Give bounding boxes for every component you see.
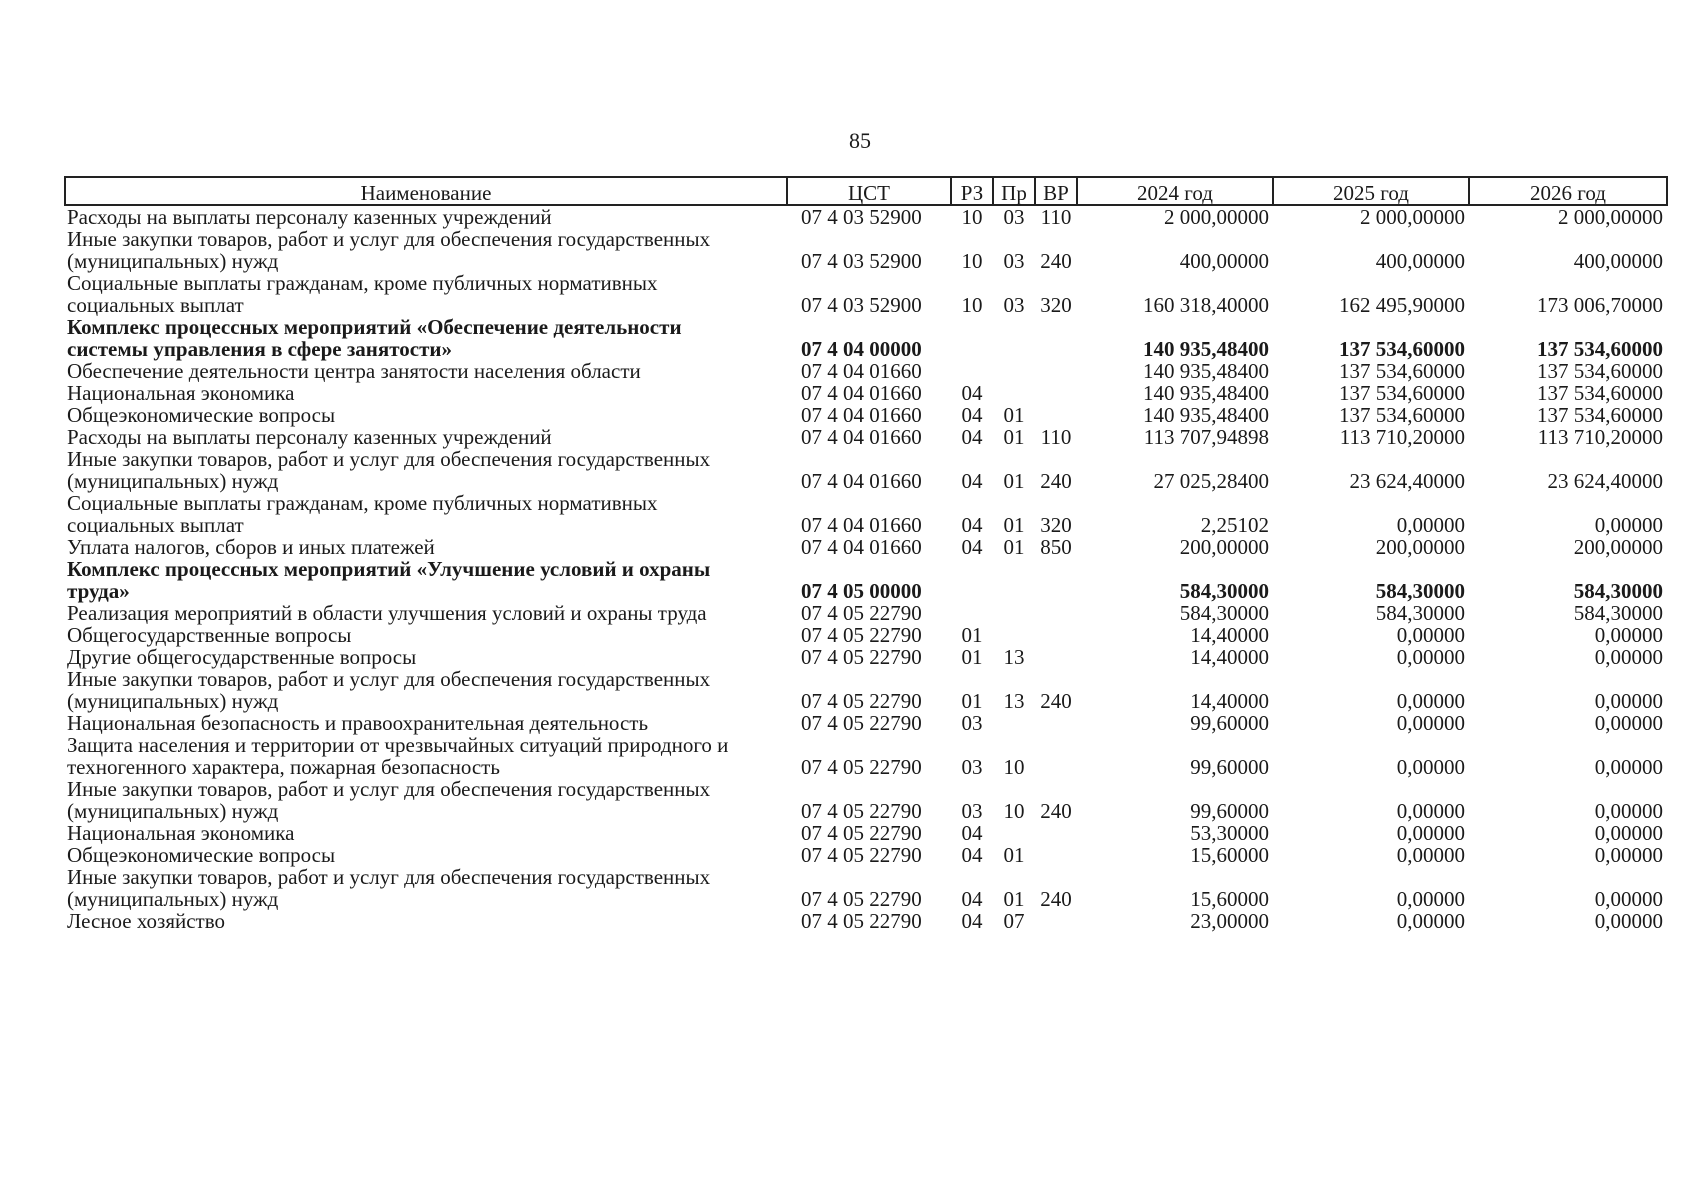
table-row bbox=[65, 448, 1667, 492]
row-name: Комплекс процессных мероприятий «Улучшение условий и охраны труда» bbox=[67, 557, 711, 603]
table-row bbox=[65, 382, 1667, 404]
row-name: Иные закупки товаров, работ и услуг для обеспечения государственных (муниципальных) нужд bbox=[67, 227, 711, 273]
row-rz: 10 bbox=[961, 205, 983, 229]
table-row bbox=[65, 360, 1667, 382]
row-value-2026: 173 006,70000 bbox=[1537, 293, 1663, 317]
row-value-2025: 0,00000 bbox=[1396, 711, 1465, 735]
row-cst: 07 4 05 22790 bbox=[801, 711, 922, 735]
row-pr: 01 bbox=[1003, 887, 1025, 911]
row-name: Национальная экономика bbox=[67, 821, 295, 845]
row-rz bbox=[951, 360, 993, 382]
row-pr: 03 bbox=[1003, 293, 1025, 317]
row-rz: 03 bbox=[961, 711, 983, 735]
table-row bbox=[65, 316, 1667, 360]
row-cst: 07 4 05 22790 bbox=[801, 843, 922, 867]
row-pr: 10 bbox=[1003, 799, 1025, 823]
row-value-2025: 0,00000 bbox=[1396, 799, 1465, 823]
row-value-2025: 0,00000 bbox=[1396, 689, 1465, 713]
row-name: Общеэкономические вопросы bbox=[67, 403, 336, 427]
row-name: Социальные выплаты гражданам, кроме публичных нормативных социальных выплат bbox=[67, 271, 658, 317]
row-value-2026: 584,30000 bbox=[1573, 601, 1663, 625]
row-rz: 04 bbox=[961, 535, 983, 559]
row-value-2025: 23 624,40000 bbox=[1349, 469, 1465, 493]
row-cst: 07 4 04 01660 bbox=[801, 425, 922, 449]
row-pr: 03 bbox=[1003, 205, 1025, 229]
row-pr: 01 bbox=[1003, 513, 1025, 537]
row-pr bbox=[993, 316, 1035, 360]
row-name: Комплекс процессных мероприятий «Обеспечение деятельности системы управления в сфере занятости» bbox=[67, 315, 682, 361]
row-value-2026: 200,00000 bbox=[1573, 535, 1663, 559]
row-value-2024: 14,40000 bbox=[1190, 645, 1269, 669]
row-rz: 04 bbox=[961, 843, 983, 867]
row-cst: 07 4 04 01660 bbox=[801, 513, 922, 537]
row-pr: 01 bbox=[1003, 469, 1025, 493]
row-pr bbox=[993, 712, 1035, 734]
row-vr: 110 bbox=[1040, 205, 1072, 229]
row-vr bbox=[1035, 602, 1077, 624]
row-value-2024: 99,60000 bbox=[1190, 711, 1269, 735]
row-cst: 07 4 05 22790 bbox=[801, 689, 922, 713]
row-rz: 04 bbox=[961, 469, 983, 493]
row-pr bbox=[993, 822, 1035, 844]
row-value-2026: 584,30000 bbox=[1573, 579, 1663, 603]
row-cst: 07 4 05 22790 bbox=[801, 909, 922, 933]
row-value-2026: 23 624,40000 bbox=[1547, 469, 1663, 493]
row-value-2026: 0,00000 bbox=[1594, 711, 1663, 735]
row-pr: 01 bbox=[1003, 535, 1025, 559]
row-value-2026: 0,00000 bbox=[1594, 645, 1663, 669]
row-value-2025: 0,00000 bbox=[1396, 623, 1465, 647]
row-rz: 04 bbox=[961, 887, 983, 911]
table-row bbox=[65, 205, 1667, 228]
row-value-2025: 0,00000 bbox=[1396, 755, 1465, 779]
row-name: Уплата налогов, сборов и иных платежей bbox=[67, 535, 435, 559]
row-vr bbox=[1035, 360, 1077, 382]
row-vr: 320 bbox=[1040, 293, 1072, 317]
row-vr: 110 bbox=[1040, 425, 1072, 449]
row-cst: 07 4 05 22790 bbox=[801, 799, 922, 823]
row-value-2026: 0,00000 bbox=[1594, 887, 1663, 911]
row-vr bbox=[1035, 382, 1077, 404]
row-value-2025: 137 534,60000 bbox=[1339, 381, 1465, 405]
row-vr bbox=[1035, 844, 1077, 866]
row-vr bbox=[1035, 712, 1077, 734]
row-value-2026: 137 534,60000 bbox=[1537, 381, 1663, 405]
row-pr: 13 bbox=[1003, 645, 1025, 669]
table-row bbox=[65, 602, 1667, 624]
row-name: Лесное хозяйство bbox=[67, 909, 225, 933]
row-vr: 240 bbox=[1040, 249, 1072, 273]
row-value-2026: 0,00000 bbox=[1594, 755, 1663, 779]
row-value-2024: 2 000,00000 bbox=[1164, 205, 1269, 229]
row-value-2024: 400,00000 bbox=[1179, 249, 1269, 273]
row-value-2024: 14,40000 bbox=[1190, 623, 1269, 647]
row-pr bbox=[993, 382, 1035, 404]
col-header-2026: 2026 год bbox=[1469, 177, 1667, 205]
row-value-2025: 137 534,60000 bbox=[1339, 337, 1465, 361]
table-header-row bbox=[65, 177, 1667, 205]
row-rz: 01 bbox=[961, 689, 983, 713]
table-row bbox=[65, 668, 1667, 712]
row-cst: 07 4 04 00000 bbox=[801, 337, 922, 361]
row-rz: 04 bbox=[961, 403, 983, 427]
row-vr bbox=[1035, 910, 1077, 932]
table-row bbox=[65, 712, 1667, 734]
row-name: Иные закупки товаров, работ и услуг для обеспечения государственных (муниципальных) нужд bbox=[67, 865, 711, 911]
row-rz: 04 bbox=[961, 381, 983, 405]
row-value-2024: 15,60000 bbox=[1190, 843, 1269, 867]
row-value-2026: 400,00000 bbox=[1573, 249, 1663, 273]
row-value-2024: 140 935,48400 bbox=[1143, 337, 1269, 361]
row-value-2024: 99,60000 bbox=[1190, 799, 1269, 823]
row-rz: 03 bbox=[961, 755, 983, 779]
row-value-2024: 23,00000 bbox=[1190, 909, 1269, 933]
row-vr: 240 bbox=[1040, 689, 1072, 713]
row-value-2025: 2 000,00000 bbox=[1360, 205, 1465, 229]
row-name: Общегосударственные вопросы bbox=[67, 623, 352, 647]
col-header-rz: РЗ bbox=[951, 177, 993, 205]
row-cst: 07 4 05 22790 bbox=[801, 755, 922, 779]
row-pr bbox=[993, 602, 1035, 624]
row-cst: 07 4 03 52900 bbox=[801, 293, 922, 317]
row-name: Расходы на выплаты персоналу казенных учреждений bbox=[67, 205, 552, 229]
row-value-2024: 160 318,40000 bbox=[1143, 293, 1269, 317]
row-value-2025: 584,30000 bbox=[1375, 601, 1465, 625]
row-name: Обеспечение деятельности центра занятости населения области bbox=[67, 359, 641, 383]
row-value-2026: 0,00000 bbox=[1594, 843, 1663, 867]
row-name: Защита населения и территории от чрезвычайных ситуаций природного и техногенного характера, пожарная безопасность bbox=[67, 733, 729, 779]
row-cst: 07 4 04 01660 bbox=[801, 381, 922, 405]
row-pr bbox=[993, 360, 1035, 382]
row-cst: 07 4 05 22790 bbox=[801, 623, 922, 647]
row-value-2025: 137 534,60000 bbox=[1339, 403, 1465, 427]
row-pr: 07 bbox=[1003, 909, 1025, 933]
budget-table bbox=[64, 176, 1668, 932]
row-rz: 04 bbox=[961, 425, 983, 449]
row-cst: 07 4 05 00000 bbox=[801, 579, 922, 603]
row-value-2024: 53,30000 bbox=[1190, 821, 1269, 845]
row-name: Иные закупки товаров, работ и услуг для обеспечения государственных (муниципальных) нужд bbox=[67, 447, 711, 493]
row-rz: 04 bbox=[961, 909, 983, 933]
row-name: Иные закупки товаров, работ и услуг для обеспечения государственных (муниципальных) нужд bbox=[67, 667, 711, 713]
row-value-2025: 0,00000 bbox=[1396, 909, 1465, 933]
row-vr: 240 bbox=[1040, 469, 1072, 493]
row-vr: 320 bbox=[1040, 513, 1072, 537]
row-value-2025: 584,30000 bbox=[1375, 579, 1465, 603]
row-vr bbox=[1035, 734, 1077, 778]
table-row bbox=[65, 426, 1667, 448]
row-value-2025: 0,00000 bbox=[1396, 513, 1465, 537]
row-value-2026: 0,00000 bbox=[1594, 513, 1663, 537]
row-rz: 04 bbox=[961, 513, 983, 537]
row-value-2024: 2,25102 bbox=[1200, 513, 1269, 537]
row-vr bbox=[1035, 316, 1077, 360]
row-value-2026: 137 534,60000 bbox=[1537, 403, 1663, 427]
row-value-2025: 0,00000 bbox=[1396, 887, 1465, 911]
row-cst: 07 4 04 01660 bbox=[801, 535, 922, 559]
row-rz: 01 bbox=[961, 645, 983, 669]
col-header-cst: ЦСТ bbox=[787, 177, 951, 205]
row-pr: 10 bbox=[1003, 755, 1025, 779]
page-number: 85 bbox=[849, 128, 871, 153]
table-row bbox=[65, 558, 1667, 602]
row-rz bbox=[951, 602, 993, 624]
row-rz: 04 bbox=[961, 821, 983, 845]
row-cst: 07 4 05 22790 bbox=[801, 645, 922, 669]
row-value-2024: 99,60000 bbox=[1190, 755, 1269, 779]
table-row bbox=[65, 492, 1667, 536]
table-row bbox=[65, 404, 1667, 426]
row-name: Национальная безопасность и правоохранительная деятельность bbox=[67, 711, 649, 735]
row-vr bbox=[1035, 822, 1077, 844]
row-value-2026: 0,00000 bbox=[1594, 821, 1663, 845]
row-name: Национальная экономика bbox=[67, 381, 295, 405]
table-row bbox=[65, 844, 1667, 866]
col-header-2024: 2024 год bbox=[1077, 177, 1273, 205]
row-vr: 240 bbox=[1040, 887, 1072, 911]
row-value-2024: 113 707,94898 bbox=[1143, 425, 1269, 449]
row-cst: 07 4 03 52900 bbox=[801, 249, 922, 273]
table-row bbox=[65, 778, 1667, 822]
col-header-pr: Пр bbox=[993, 177, 1035, 205]
row-value-2024: 140 935,48400 bbox=[1143, 359, 1269, 383]
col-header-vr: ВР bbox=[1035, 177, 1077, 205]
row-rz: 03 bbox=[961, 799, 983, 823]
row-value-2026: 137 534,60000 bbox=[1537, 337, 1663, 361]
row-value-2024: 140 935,48400 bbox=[1143, 403, 1269, 427]
row-vr: 240 bbox=[1040, 799, 1072, 823]
row-value-2025: 200,00000 bbox=[1375, 535, 1465, 559]
row-value-2026: 137 534,60000 bbox=[1537, 359, 1663, 383]
row-value-2026: 113 710,20000 bbox=[1537, 425, 1663, 449]
row-value-2024: 14,40000 bbox=[1190, 689, 1269, 713]
table-row bbox=[65, 866, 1667, 910]
table-row bbox=[65, 536, 1667, 558]
row-cst: 07 4 04 01660 bbox=[801, 359, 922, 383]
table-row bbox=[65, 822, 1667, 844]
row-rz: 01 bbox=[961, 623, 983, 647]
table-row bbox=[65, 272, 1667, 316]
row-vr bbox=[1035, 624, 1077, 646]
row-cst: 07 4 04 01660 bbox=[801, 403, 922, 427]
row-cst: 07 4 04 01660 bbox=[801, 469, 922, 493]
row-pr: 03 bbox=[1003, 249, 1025, 273]
row-value-2025: 162 495,90000 bbox=[1339, 293, 1465, 317]
row-cst: 07 4 05 22790 bbox=[801, 887, 922, 911]
row-pr: 01 bbox=[1003, 425, 1025, 449]
col-header-name: Наименование bbox=[65, 177, 787, 205]
row-value-2026: 2 000,00000 bbox=[1558, 205, 1663, 229]
row-pr bbox=[993, 624, 1035, 646]
row-value-2025: 137 534,60000 bbox=[1339, 359, 1465, 383]
row-value-2024: 27 025,28400 bbox=[1153, 469, 1269, 493]
row-rz bbox=[951, 558, 993, 602]
row-value-2025: 0,00000 bbox=[1396, 821, 1465, 845]
row-name: Расходы на выплаты персоналу казенных учреждений bbox=[67, 425, 552, 449]
row-value-2024: 140 935,48400 bbox=[1143, 381, 1269, 405]
row-name: Реализация мероприятий в области улучшения условий и охраны труда bbox=[67, 601, 707, 625]
row-value-2025: 400,00000 bbox=[1375, 249, 1465, 273]
row-pr bbox=[993, 558, 1035, 602]
row-rz: 10 bbox=[961, 293, 983, 317]
row-value-2024: 15,60000 bbox=[1190, 887, 1269, 911]
row-value-2024: 200,00000 bbox=[1179, 535, 1269, 559]
table-row bbox=[65, 734, 1667, 778]
row-value-2025: 0,00000 bbox=[1396, 645, 1465, 669]
row-name: Общеэкономические вопросы bbox=[67, 843, 336, 867]
table-row bbox=[65, 624, 1667, 646]
row-rz bbox=[951, 316, 993, 360]
row-name: Иные закупки товаров, работ и услуг для обеспечения государственных (муниципальных) нужд bbox=[67, 777, 711, 823]
row-vr bbox=[1035, 558, 1077, 602]
row-pr: 01 bbox=[1003, 403, 1025, 427]
row-rz: 10 bbox=[961, 249, 983, 273]
col-header-2025: 2025 год bbox=[1273, 177, 1469, 205]
table-body bbox=[65, 205, 1667, 932]
row-value-2026: 0,00000 bbox=[1594, 689, 1663, 713]
table-row bbox=[65, 646, 1667, 668]
row-name: Социальные выплаты гражданам, кроме публичных нормативных социальных выплат bbox=[67, 491, 658, 537]
row-vr: 850 bbox=[1040, 535, 1072, 559]
row-value-2025: 0,00000 bbox=[1396, 843, 1465, 867]
row-value-2026: 0,00000 bbox=[1594, 623, 1663, 647]
row-value-2025: 113 710,20000 bbox=[1339, 425, 1465, 449]
row-value-2026: 0,00000 bbox=[1594, 799, 1663, 823]
row-cst: 07 4 05 22790 bbox=[801, 601, 922, 625]
row-value-2026: 0,00000 bbox=[1594, 909, 1663, 933]
row-pr: 13 bbox=[1003, 689, 1025, 713]
row-cst: 07 4 03 52900 bbox=[801, 205, 922, 229]
table-row bbox=[65, 910, 1667, 932]
row-pr: 01 bbox=[1003, 843, 1025, 867]
row-vr bbox=[1035, 404, 1077, 426]
table-row bbox=[65, 228, 1667, 272]
row-value-2024: 584,30000 bbox=[1179, 601, 1269, 625]
row-name: Другие общегосударственные вопросы bbox=[67, 645, 417, 669]
row-value-2024: 584,30000 bbox=[1179, 579, 1269, 603]
row-cst: 07 4 05 22790 bbox=[801, 821, 922, 845]
row-vr bbox=[1035, 646, 1077, 668]
